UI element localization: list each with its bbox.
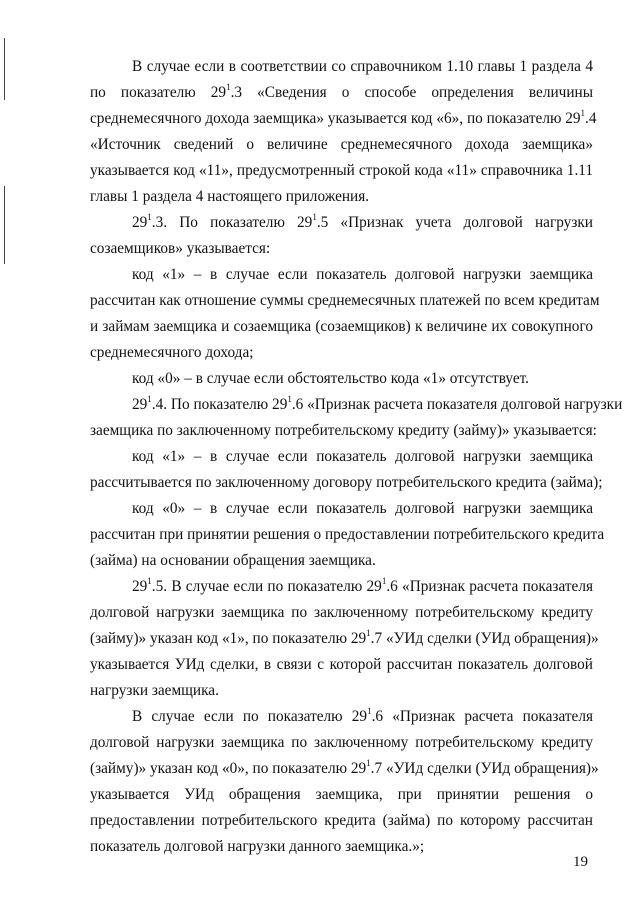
text-line: нагрузки заемщика. <box>90 682 219 699</box>
text-segment: 29 <box>132 396 148 413</box>
text-line: среднемесячного дохода; <box>90 344 254 361</box>
text-segment: .6 «Признак расчета показателя долговой нагрузки <box>291 396 623 413</box>
text-line <box>132 575 593 596</box>
text-segment: .6 «Признак расчета показателя <box>386 578 593 595</box>
text-line <box>90 757 599 778</box>
text-segment: (займу)» указан код «1», по показателю 29 <box>90 630 367 647</box>
text-segment: 29 <box>132 578 148 595</box>
text-segment: 29 <box>132 214 148 231</box>
text-segment: .3 «Сведения о способе определения величины <box>230 84 593 101</box>
superscript: 1 <box>312 211 317 222</box>
text-segment: В случае если по показателю 29 <box>132 708 368 725</box>
superscript: 1 <box>580 107 586 118</box>
text-line <box>132 393 623 414</box>
text-line: рассчитывается по заключенному договору потребительского кредита (займа); <box>90 474 603 491</box>
text-line: код «1» – в случае если показатель долговой нагрузки заемщика <box>132 266 593 283</box>
text-segment: (займу)» указан код «0», по показателю 29 <box>90 760 367 777</box>
text-line <box>90 107 597 128</box>
text-line: главы 1 раздела 4 настоящего приложения. <box>90 188 370 205</box>
text-segment: по показателю 29 <box>90 84 227 101</box>
text-line: рассчитан при принятии решения о предоставлении потребительского кредита <box>90 526 605 543</box>
text-line: В случае если в соответствии со справочником 1.10 главы 1 раздела 4 <box>132 58 593 75</box>
text-line <box>132 705 593 726</box>
text-line: указывается УИд обращения заемщика, при принятии решения о <box>90 786 593 803</box>
text-line: код «0» – в случае если обстоятельство кода «1» отсутствует. <box>132 370 530 387</box>
text-segment: .5 «Признак учета долговой нагрузки <box>316 214 593 231</box>
text-line <box>90 627 599 648</box>
text-line <box>90 81 593 102</box>
superscript: 1 <box>147 211 152 222</box>
superscript: 1 <box>366 627 371 638</box>
text-line: (займа) на основании обращения заемщика. <box>90 552 376 569</box>
superscript: 1 <box>226 81 231 92</box>
superscript: 1 <box>287 393 292 404</box>
text-line: долговой нагрузки заемщика по заключенному потребительскому кредиту <box>90 734 593 751</box>
text-segment: .7 «УИд сделки (УИд обращения)» <box>370 630 599 647</box>
text-line: «Источник сведений о величине среднемесячного дохода заемщика» <box>90 136 593 153</box>
superscript: 1 <box>147 393 152 404</box>
page-number: 19 <box>573 854 588 870</box>
superscript: 1 <box>147 575 152 586</box>
margin-mark-bottom <box>4 186 5 264</box>
text-segment: .4. По показателю 29 <box>151 396 288 413</box>
superscript: 1 <box>367 705 372 716</box>
text-line: код «0» – в случае если показатель долговой нагрузки заемщика <box>132 500 593 517</box>
text-line: заемщика по заключенному потребительскому кредиту (займу)» указывается: <box>90 422 597 439</box>
text-line: код «1» – в случае если показатель долговой нагрузки заемщика <box>132 448 593 465</box>
text-segment: .7 «УИд сделки (УИд обращения)» <box>370 760 599 777</box>
margin-mark-top <box>4 38 5 100</box>
text-line: предоставлении потребительского кредита (займа) по которому рассчитан <box>90 812 593 829</box>
text-line <box>132 211 593 232</box>
text-line: показатель долговой нагрузки данного заемщика.»; <box>90 838 425 855</box>
text-segment: .3. По показателю 29 <box>151 214 313 231</box>
text-segment: .5. В случае если по показателю 29 <box>151 578 382 595</box>
superscript: 1 <box>366 757 371 768</box>
text-segment: .4 <box>585 110 597 127</box>
text-segment: .6 «Признак расчета показателя <box>371 708 593 725</box>
superscript: 1 <box>381 575 387 586</box>
text-line: указывается код «11», предусмотренный строкой кода «11» справочника 1.11 <box>90 162 593 179</box>
text-line: и займам заемщика и созаемщика (созаемщиков) к величине их совокупного <box>90 318 593 335</box>
text-line: указывается УИд сделки, в связи с которой рассчитан показатель долговой <box>90 656 593 673</box>
text-line: созаемщиков» указывается: <box>90 240 271 257</box>
text-line: долговой нагрузки заемщика по заключенному потребительскому кредиту <box>90 604 593 621</box>
text-segment: среднемесячного дохода заемщика» указывается код «6», по показателю 29 <box>90 110 581 127</box>
text-line: рассчитан как отношение суммы среднемесячных платежей по всем кредитам <box>90 292 600 309</box>
